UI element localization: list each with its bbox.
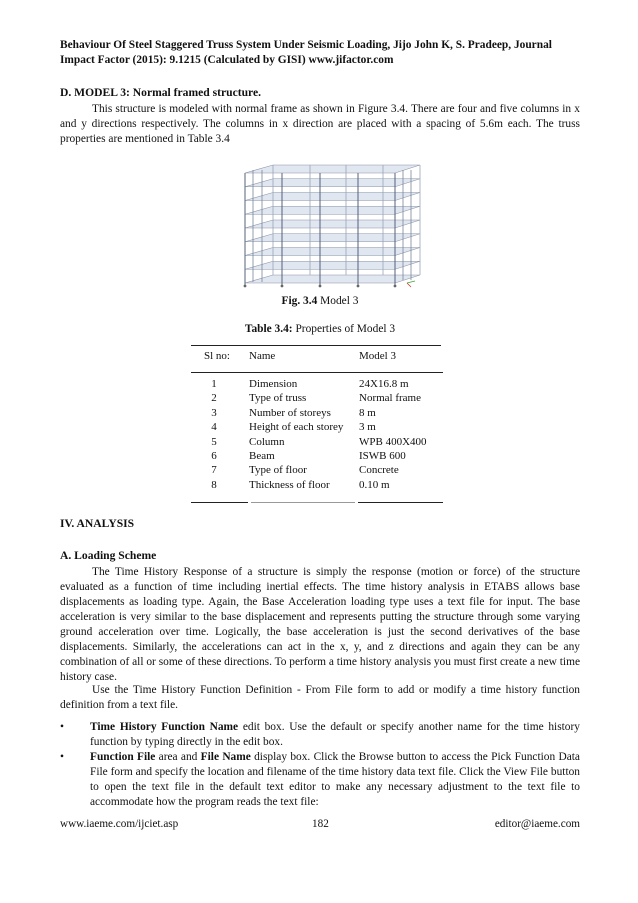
support-node xyxy=(281,285,284,288)
cell-name: Height of each storey xyxy=(249,421,344,434)
table-bottom-rule-2 xyxy=(251,502,355,503)
cell-name: Type of truss xyxy=(249,392,307,405)
subsection-heading-loading: A. Loading Scheme xyxy=(60,549,157,562)
table-body xyxy=(191,378,443,493)
axis-mark xyxy=(407,281,415,283)
cell-value: ISWB 600 xyxy=(359,449,406,462)
cell-value: 8 m xyxy=(359,406,376,419)
table-header-row xyxy=(191,350,443,366)
header-line-1: Behaviour Of Steel Staggered Truss System Under Seismic Loading, Jijo John K, S. Pradeep, Journal xyxy=(60,39,552,51)
floor-slab xyxy=(245,193,420,201)
model3-structure-figure xyxy=(225,157,430,290)
analysis-paragraph-2: Use the Time History Function Definition - From File form to add or modify a time history function definition from a text file. xyxy=(60,684,580,711)
header-name: Name xyxy=(249,350,276,362)
cell-name: Thickness of floor xyxy=(249,478,330,491)
cell-sl: 5 xyxy=(211,435,217,448)
section-heading-analysis: IV. ANALYSIS xyxy=(60,517,135,530)
support-node xyxy=(319,285,322,288)
table-top-rule xyxy=(191,345,441,346)
table-row xyxy=(191,407,443,421)
page-number: 182 xyxy=(312,818,329,830)
table-bottom-rule-1 xyxy=(191,502,248,503)
cell-name: Beam xyxy=(249,449,275,462)
header-line-2: Impact Factor (2015): 9.1215 (Calculated by GISI) www.jifactor.com xyxy=(60,54,394,66)
model3-paragraph: This structure is modeled with normal frame as shown in Figure 3.4. There are four and five columns in x and y directions respectively. The columns in x direction are placed with a spacing of 5.6m each. The truss properties are mentioned in Table 3.4 xyxy=(60,103,580,145)
cell-name: Column xyxy=(249,435,285,448)
support-node xyxy=(357,285,360,288)
bullet-term: Time History Function Name xyxy=(90,721,239,733)
floor-slab xyxy=(245,220,420,228)
header-model3: Model 3 xyxy=(359,350,396,362)
table-bottom-rule-3 xyxy=(358,502,443,503)
table-header-rule xyxy=(191,372,443,373)
floor-slab xyxy=(245,248,420,256)
figure-label: Fig. 3.4 xyxy=(281,295,318,307)
header-sl-no: Sl no: xyxy=(204,350,230,362)
cell-sl: 7 xyxy=(211,464,217,477)
cell-sl: 2 xyxy=(211,392,217,405)
section-heading-model3: D. MODEL 3: Normal framed structure. xyxy=(60,86,262,99)
bullet-mid: area and xyxy=(155,751,201,763)
cell-value: 24X16.8 m xyxy=(359,378,409,390)
cell-value: WPB 400X400 xyxy=(359,435,427,448)
bullet-dot: • xyxy=(60,751,64,763)
bullet-term: Function File xyxy=(90,751,156,763)
figure-caption xyxy=(60,295,580,307)
bullet-text xyxy=(90,750,580,810)
running-header xyxy=(60,38,580,68)
support-node xyxy=(244,285,247,288)
table-row xyxy=(191,392,443,406)
cell-value: Concrete xyxy=(359,464,399,477)
floor-slab xyxy=(245,179,420,187)
cell-value: Normal frame xyxy=(359,392,421,405)
table-row xyxy=(191,450,443,464)
table-row xyxy=(191,421,443,435)
table-caption-text: Properties of Model 3 xyxy=(295,323,396,335)
bullet-dot: • xyxy=(60,721,64,733)
analysis-paragraph-1: The Time History Response of a structure is simply the response (motion or force) of the structure evaluated as a function of time including inertial effects. The time history analysis in ETABS allows base displacements as loading type. Again, the Base Acceleration loading type uses a text file for input. The base acceleration is very similar to the base displacement and represents putting the structure through some varying ground acceleration over time. Logically, the base acceleration is just the second derivatives of the base displacements. Similarly, the accelerations can act in the x, y, and z directions and again they can be any combination of all or some of these directions. To perform a time history analysis you must first create a new time history case. xyxy=(60,566,580,683)
floor-slab xyxy=(245,165,420,173)
table-row xyxy=(191,378,443,392)
bullet-term-2: File Name xyxy=(200,751,251,763)
figure-caption-text: Model 3 xyxy=(320,295,359,307)
cell-sl: 6 xyxy=(211,449,217,462)
cell-name: Number of storeys xyxy=(249,406,331,419)
bullet-item xyxy=(60,720,580,750)
cell-name: Dimension xyxy=(249,378,298,390)
cell-sl: 1 xyxy=(211,378,217,390)
bullet-body: edit box. Use the default or specify another name for the time history function by typing directly in the edit box. xyxy=(90,721,580,748)
support-node xyxy=(394,285,397,288)
table-row xyxy=(191,464,443,478)
footer-url: www.iaeme.com/ijciet.asp xyxy=(60,818,179,830)
cell-value: 3 m xyxy=(359,421,376,434)
bullet-item xyxy=(60,750,580,810)
table-caption xyxy=(60,323,580,335)
table-label: Table 3.4: xyxy=(244,323,293,335)
bullet-text xyxy=(90,720,580,750)
table-row xyxy=(191,436,443,450)
axis-mark xyxy=(407,283,411,287)
floor-slab xyxy=(245,261,420,269)
footer-email: editor@iaeme.com xyxy=(494,818,580,830)
floor-slab xyxy=(245,206,420,214)
bullet-body: display box. Click the Browse button to access the Pick Function Data File form and specify the location and filename of the time history data text file. Click the View File button to open the text file in the default text editor to make any necessary adjustment to the text file to accommodate how the program reads the text file: xyxy=(90,751,580,808)
cell-sl: 4 xyxy=(211,421,217,434)
table-row xyxy=(191,479,443,493)
cell-sl: 8 xyxy=(211,478,217,491)
floor-slab xyxy=(245,234,420,242)
cell-sl: 3 xyxy=(211,406,217,419)
cell-value: 0.10 m xyxy=(359,478,390,491)
floor-slab xyxy=(245,275,420,283)
cell-name: Type of floor xyxy=(249,464,307,477)
